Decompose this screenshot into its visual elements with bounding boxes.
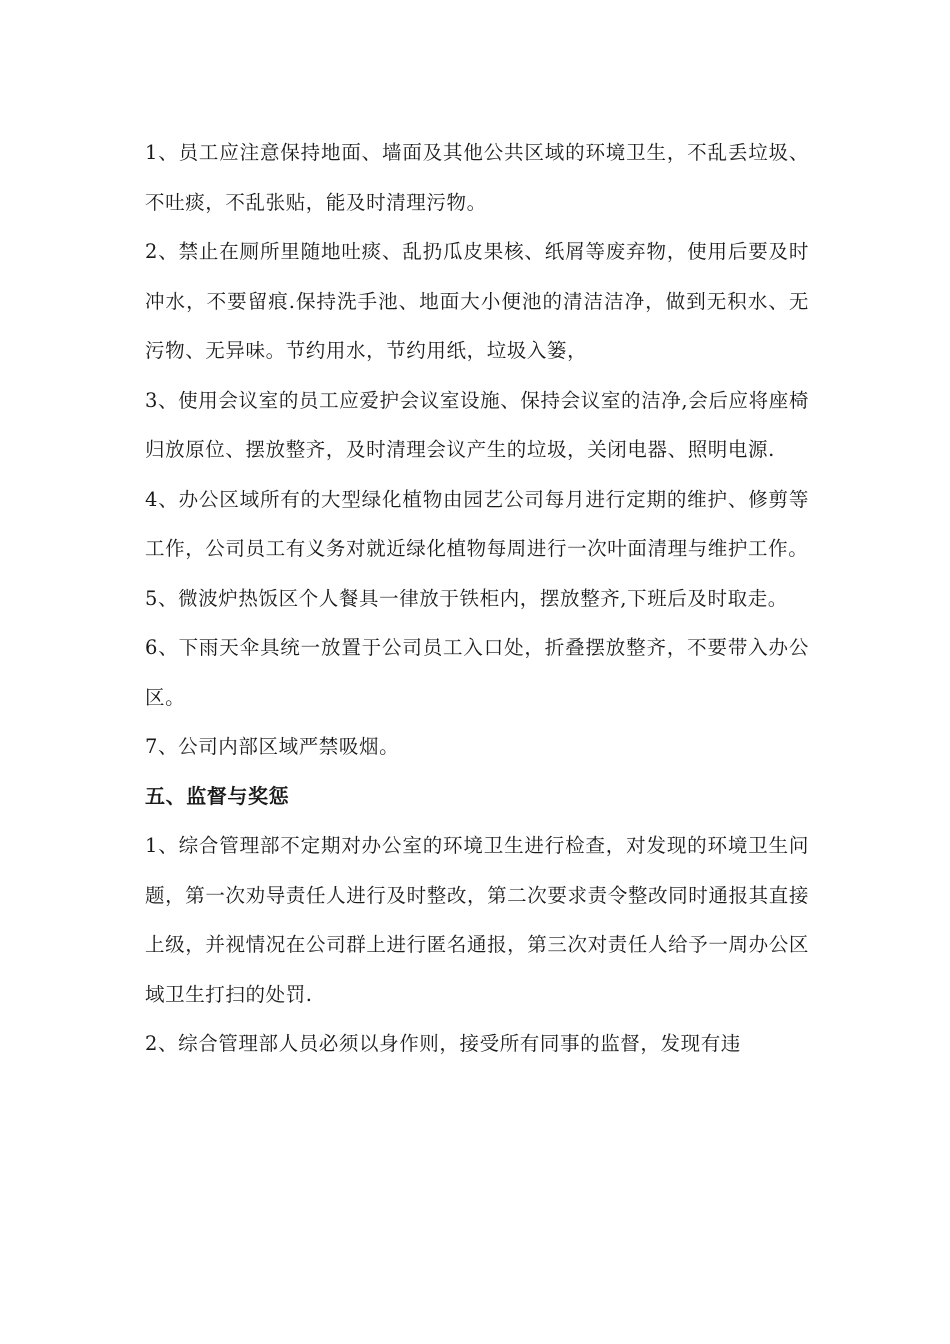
- paragraph-rule-5: 5、微波炉热饭区个人餐具一律放于铁柜内，摆放整齐,下班后及时取走。: [145, 586, 788, 610]
- document-body: [145, 128, 809, 1069]
- paragraph-rule-2: 2、禁止在厕所里随地吐痰、乱扔瓜皮果核、纸屑等废弃物，使用后要及时冲水，不要留痕.保持洗手池、地面大小便池的清洁洁净，做到无积水、无污物、无异味。节约用水，节约用纸，垃圾入篓，: [145, 240, 809, 362]
- paragraph-rule-6: 6、下雨天伞具统一放置于公司员工入口处，折叠摆放整齐，不要带入办公区。: [145, 636, 809, 709]
- paragraph-supervision-2: 2、综合管理部人员必须以身作则，接受所有同事的监督，发现有违: [145, 1032, 741, 1055]
- paragraph-rule-4: 4、办公区域所有的大型绿化植物由园艺公司每月进行定期的维护、修剪等工作，公司员工有义务对就近绿化植物每周进行一次叶面清理与维护工作。: [145, 487, 809, 560]
- paragraph-rule-7: 7、公司内部区域严禁吸烟。: [145, 735, 400, 758]
- paragraph-rule-1: 1、员工应注意保持地面、墙面及其他公共区域的环境卫生，不乱丢垃圾、不吐痰，不乱张贴，能及时清理污物。: [145, 141, 809, 214]
- paragraph-rule-3: 3、使用会议室的员工应爱护会议室设施、保持会议室的洁净,会后应将座椅归放原位、摆放整齐，及时清理会议产生的垃圾，关闭电器、照明电源.: [145, 388, 809, 461]
- paragraph-supervision-1: 1、综合管理部不定期对办公室的环境卫生进行检查，对发现的环境卫生问题，第一次劝导责任人进行及时整改，第二次要求责令整改同时通报其直接上级，并视情况在公司群上进行匿名通报，第三次对责任人给予一周办公区域卫生打扫的处罚.: [145, 834, 809, 1006]
- section-heading: 五、监督与奖惩: [145, 783, 290, 808]
